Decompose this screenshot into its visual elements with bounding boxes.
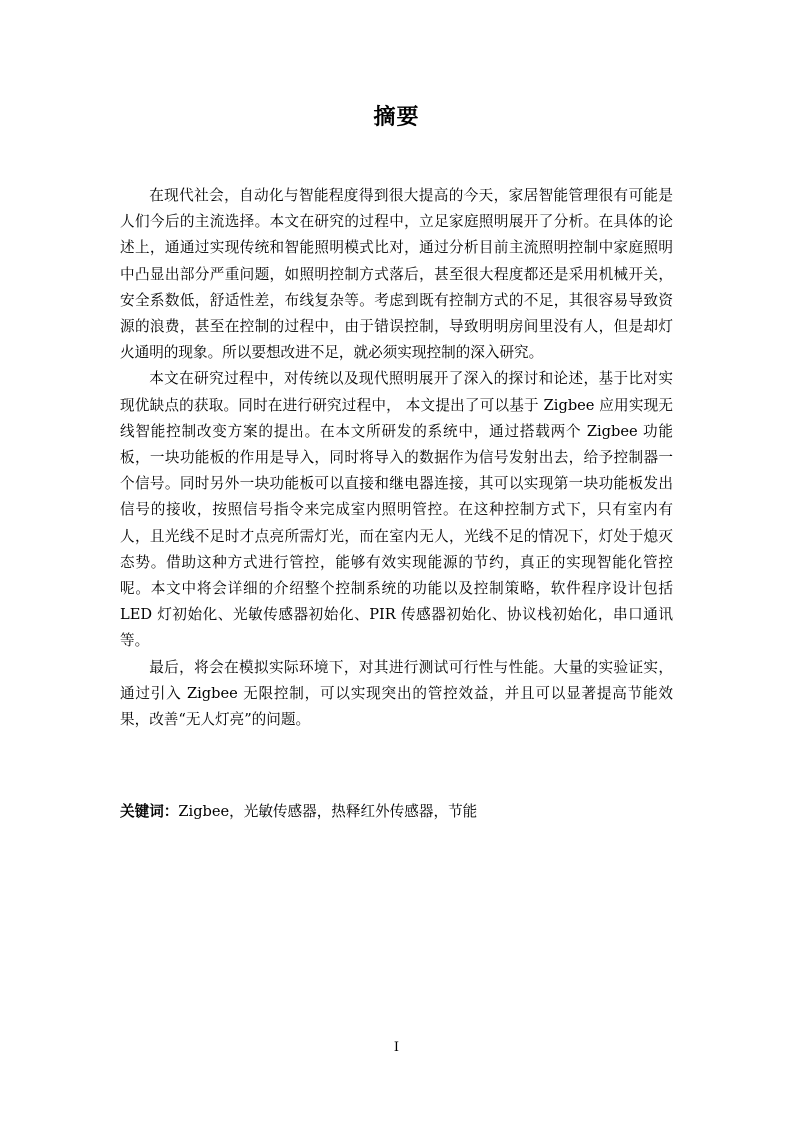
abstract-paragraph-1: 在现代社会，自动化与智能程度得到很大提高的今天，家居智能管理很有可能是人们今后的主流选择。本文在研究的过程中，立足家庭照明展开了分析。在具体的论述上，通通过实现传统和智能照明模式比对，通过分析目前主流照明控制中家庭照明中凸显出部分严重问题，如照明控制方式落后，甚至很大程度都还是采用机械开关，安全系数低，舒适性差，布线复杂等。考虑到既有控制方式的不足，其很容易导致资源的浪费，甚至在控制的过程中，由于错误控制，导致明明房间里没有人，但是却灯火通明的现象。所以要想改进不足，就必须实现控制的深入研究。 bbox=[120, 187, 673, 362]
keywords-label: 关键词： bbox=[120, 803, 179, 820]
abstract-paragraph-3: 最后，将会在模拟实际环境下，对其进行测试可行性与性能。大量的实验证实，通过引入 Zigbee 无限控制，可以实现突出的管控效益，并且可以显著提高节能效果，改善“无人灯亮”的问题。 bbox=[120, 658, 673, 729]
abstract-paragraph-2: 本文在研究过程中，对传统以及现代照明展开了深入的探讨和论述，基于比对实现优缺点的获取。同时在进行研究过程中， 本文提出了可以基于 Zigbee 应用实现无线智能控制改变方案的提出。在本文所研发的系统中，通过搭载两个 Zigbee 功能板，一块功能板的作用是导入，同时将导入的数据作为信号发射出去，给予控制器一个信号。同时另外一块功能板可以直接和继电器连接，其可以实现第一块功能板发出信号的接收，按照信号指令来完成室内照明管控。在这种控制方式下，只有室内有人，且光线不足时才点亮所需灯光，而在室内无人，光线不足的情况下，灯处于熄灭态势。借助这种方式进行管控，能够有效实现能源的节约，真正的实现智能化管控呢。本文中将会详细的介绍整个控制系统的功能以及控制策略，软件程序设计包括 LED 灯初始化、光敏传感器初始化、PIR 传感器初始化、协议栈初始化，串口通讯等。 bbox=[120, 370, 673, 650]
abstract-title: 摘要 bbox=[373, 105, 420, 130]
keywords-line bbox=[120, 799, 673, 825]
abstract-body bbox=[120, 183, 673, 733]
keywords-text: Zigbee，光敏传感器，热释红外传感器，节能 bbox=[178, 803, 478, 820]
page-number: I bbox=[393, 1040, 400, 1055]
